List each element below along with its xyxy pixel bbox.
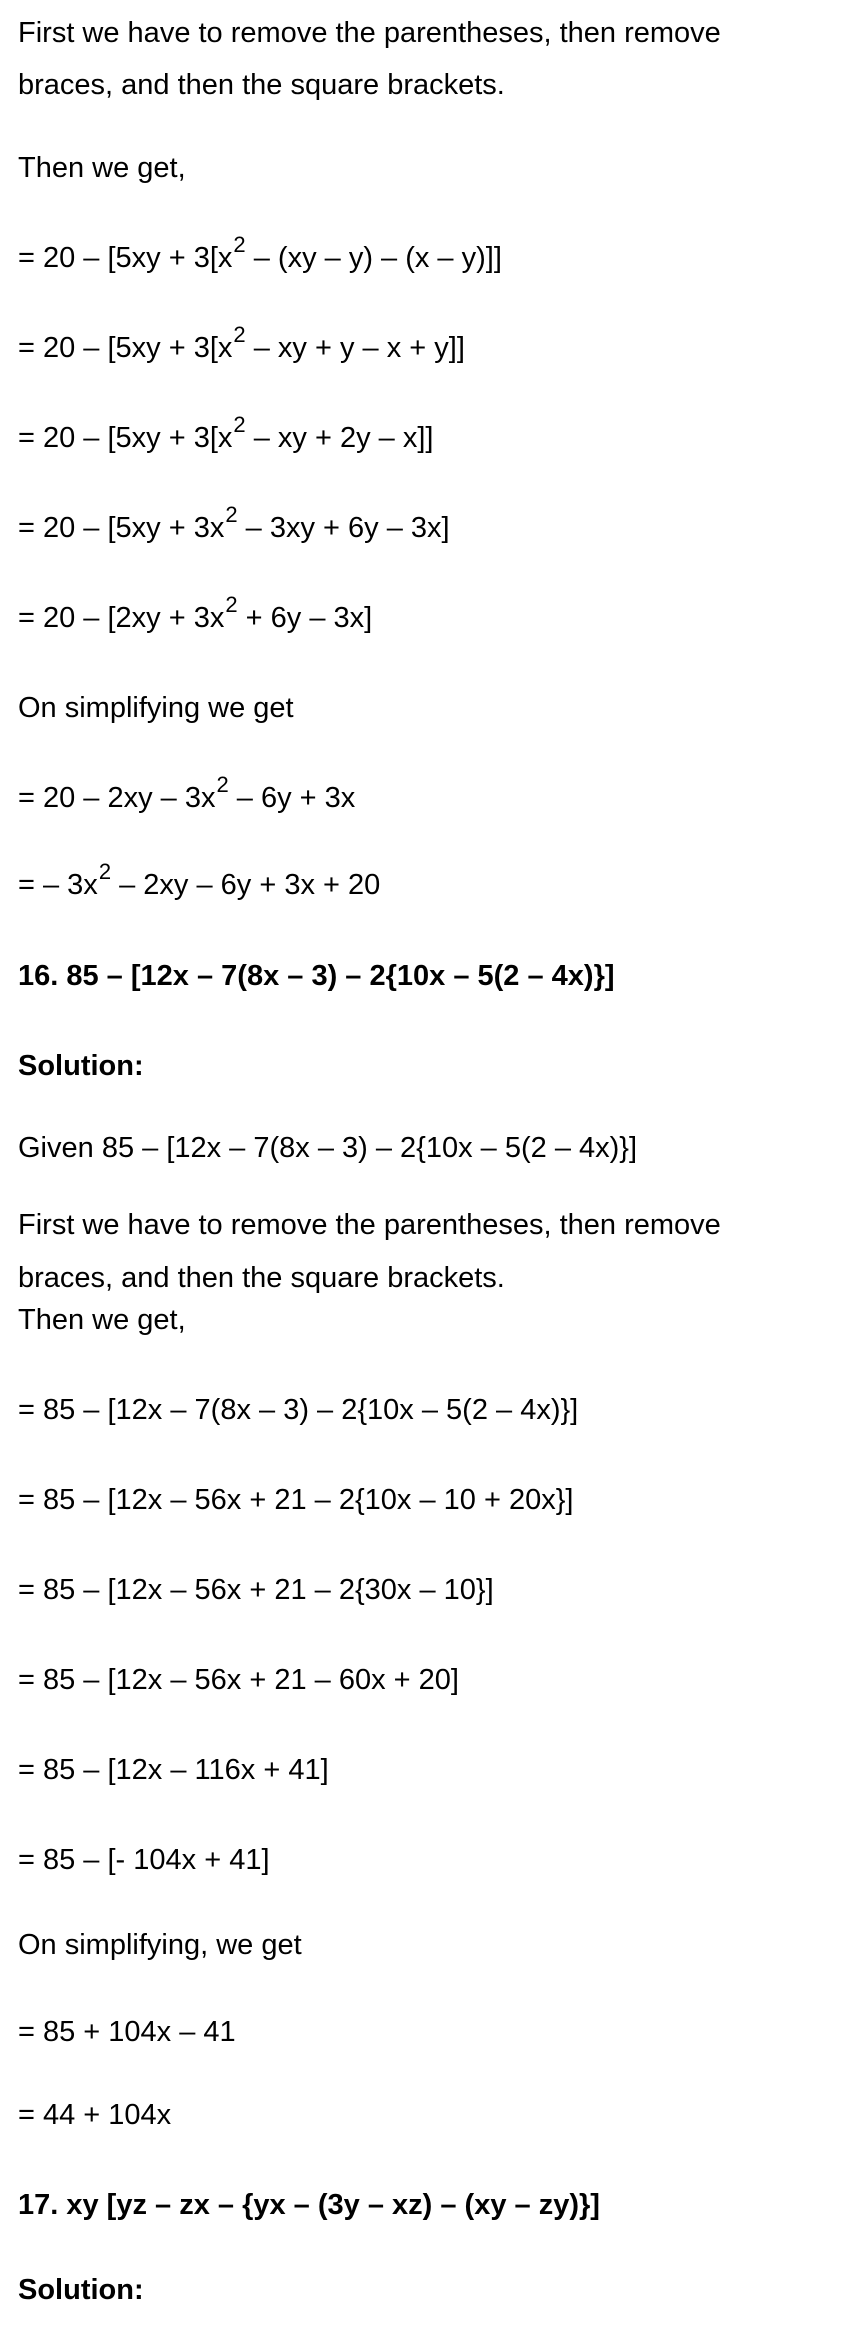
exponent: 2	[233, 412, 246, 438]
expr-post: – 6y + 3x	[228, 782, 356, 814]
equation-step: = 85 – [12x – 7(8x – 3) – 2{10x – 5(2 – 4x)}]	[18, 1394, 579, 1426]
expr-post: – 3xy + 6y – 3x]	[237, 512, 450, 544]
then-we-get: Then we get,	[18, 1304, 186, 1336]
question-16-heading: 16. 85 – [12x – 7(8x – 3) – 2{10x – 5(2 – 4x)}]	[18, 960, 615, 992]
expr-post: – (xy – y) – (x – y)]]	[245, 242, 502, 274]
exponent: 2	[216, 772, 229, 798]
equation-result: = 44 + 104x	[18, 2099, 172, 2131]
equation-result	[18, 859, 381, 903]
on-simplifying: On simplifying we get	[18, 692, 294, 724]
expr-post: – 2xy – 6y + 3x + 20	[111, 869, 381, 901]
paragraph-intro-line2: braces, and then the square brackets.	[18, 69, 505, 101]
expr-pre: = 20 – 2xy – 3x	[18, 782, 216, 814]
expr-pre: = 20 – [5xy + 3[x	[18, 422, 233, 454]
equation-step	[18, 592, 373, 636]
question-17-heading: 17. xy [yz – zx – {yx – (3y – xz) – (xy – zy)}]	[18, 2189, 600, 2221]
equation-step: = 85 – [12x – 56x + 21 – 60x + 20]	[18, 1664, 459, 1696]
equation-step: = 85 – [12x – 56x + 21 – 2{10x – 10 + 20x}]	[18, 1484, 574, 1516]
solution-label: Solution:	[18, 2274, 144, 2306]
equation-step	[18, 412, 434, 456]
given-line: Given 85 – [12x – 7(8x – 3) – 2{10x – 5(2 – 4x)}]	[18, 1132, 638, 1164]
equation-step	[18, 502, 450, 546]
expr-pre: = 20 – [2xy + 3x	[18, 602, 225, 634]
equation-step: = 85 + 104x – 41	[18, 2016, 236, 2048]
equation-step	[18, 772, 356, 816]
solution-label: Solution:	[18, 1050, 144, 1082]
equation-step	[18, 322, 465, 366]
exponent: 2	[233, 322, 246, 348]
expr-pre: = 20 – [5xy + 3x	[18, 512, 225, 544]
paragraph-intro-line1: First we have to remove the parentheses, then remove	[18, 1209, 721, 1241]
expr-post: + 6y – 3x]	[237, 602, 373, 634]
expr-post: – xy + y – x + y]]	[245, 332, 465, 364]
equation-step: = 85 – [- 104x + 41]	[18, 1844, 270, 1876]
exponent: 2	[225, 592, 238, 618]
then-we-get: Then we get,	[18, 152, 186, 184]
expr-pre: = 20 – [5xy + 3[x	[18, 242, 233, 274]
expr-pre: = 20 – [5xy + 3[x	[18, 332, 233, 364]
exponent: 2	[233, 232, 246, 258]
exponent: 2	[98, 859, 112, 885]
expr-pre: = – 3x	[18, 869, 98, 901]
paragraph-intro-line2: braces, and then the square brackets.	[18, 1262, 505, 1294]
equation-step	[18, 232, 502, 276]
paragraph-intro-line1: First we have to remove the parentheses, then remove	[18, 17, 721, 49]
exponent: 2	[225, 502, 238, 528]
equation-step: = 85 – [12x – 116x + 41]	[18, 1754, 329, 1786]
expr-post: – xy + 2y – x]]	[245, 422, 434, 454]
on-simplifying: On simplifying, we get	[18, 1929, 302, 1961]
equation-step: = 85 – [12x – 56x + 21 – 2{30x – 10}]	[18, 1574, 494, 1606]
